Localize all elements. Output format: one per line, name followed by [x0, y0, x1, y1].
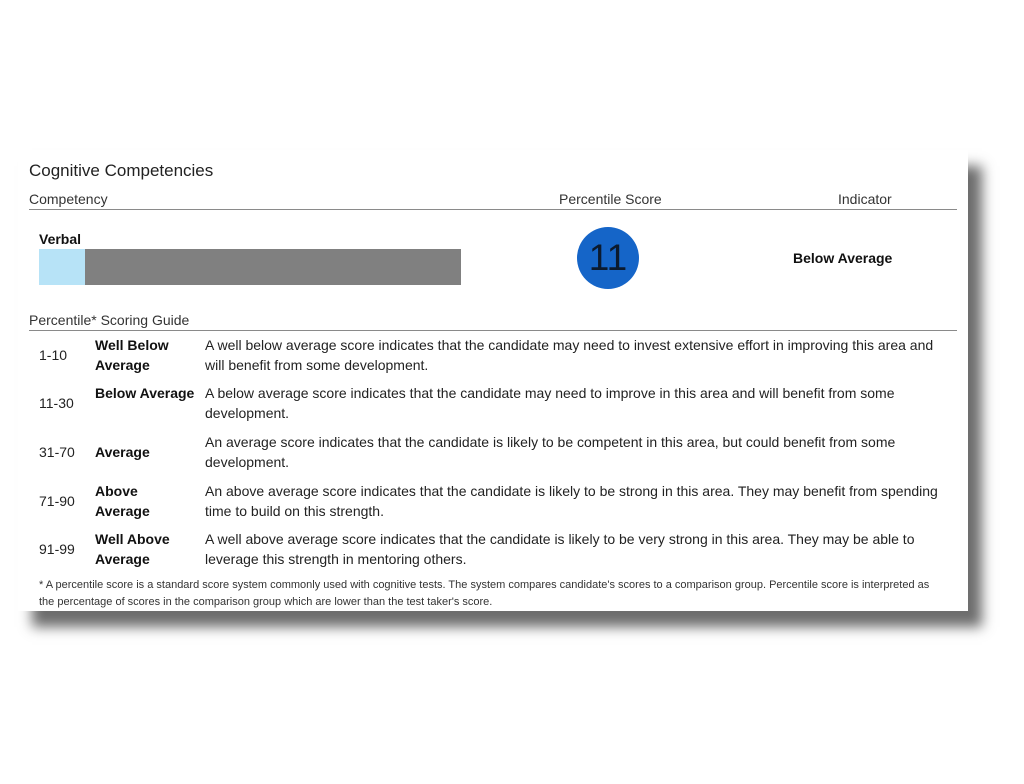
guide-range: 1-10 [39, 347, 68, 363]
indicator-text: Below Average [793, 250, 893, 266]
guide-range: 71-90 [39, 493, 75, 509]
guide-description: An average score indicates that the candidate is likely to be competent in this area, but could benefit from some development. [205, 434, 896, 470]
guide-label: Well Above Average [95, 531, 170, 567]
scoring-guide-header: Percentile* Scoring Guide [29, 312, 957, 331]
guide-label: Average [95, 444, 150, 460]
percentile-score-badge: 11 [577, 227, 639, 289]
guide-description: A well below average score indicates that the candidate may need to invest extensive effort in improving this area and will benefit from some development. [205, 337, 934, 373]
competency-table-header [29, 191, 957, 210]
guide-description: An above average score indicates that the candidate is likely to be strong in this area. They may benefit from spending time to build on this strength. [205, 483, 938, 519]
percentile-footnote: * A percentile score is a standard score system commonly used with cognitive tests. The system compares candidate's scores to a comparison group. Percentile score is interpreted as the percentage of scores in the comparison group which are lower than the test taker's score. [39, 579, 930, 608]
column-header-indicator: Indicator [838, 191, 892, 207]
guide-range: 91-99 [39, 541, 75, 557]
guide-description: A below average score indicates that the candidate may need to improve in this area and will benefit from some development. [205, 385, 895, 421]
competency-name: Verbal [39, 231, 82, 247]
score-bar-fill [39, 249, 85, 285]
guide-description: A well above average score indicates that the candidate is likely to be very strong in this area. They may be able to leverage this strength in mentoring others. [205, 531, 915, 567]
guide-label: Below Average [95, 385, 195, 401]
guide-label: Well Below Average [95, 337, 169, 373]
guide-label: Above Average [95, 483, 150, 519]
score-bar-track [39, 249, 461, 285]
section-title: Cognitive Competencies [29, 161, 214, 180]
guide-range: 11-30 [39, 395, 74, 411]
column-header-percentile: Percentile Score [559, 191, 662, 207]
column-header-competency: Competency [29, 191, 108, 207]
guide-range: 31-70 [39, 444, 75, 460]
